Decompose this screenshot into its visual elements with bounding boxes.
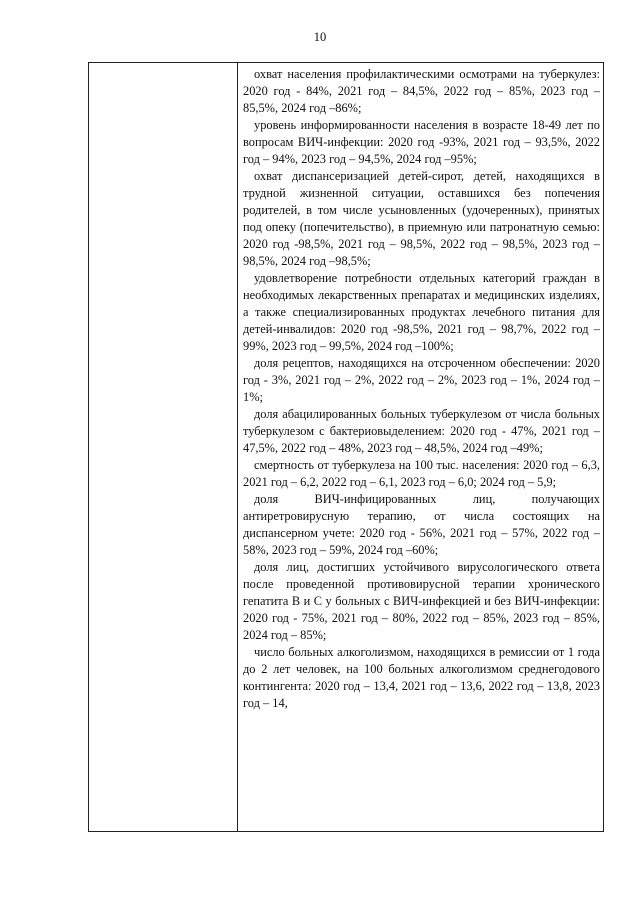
paragraph-deferred-prescriptions: доля рецептов, находящихся на отсроченном обеспечении: 2020 год - 3%, 2021 год – 2%, 2022 год – 2%, 2023 год – 1%, 2024 год –1%; xyxy=(243,356,600,404)
document-table xyxy=(88,62,604,832)
paragraph-alcoholism-remission: число больных алкоголизмом, находящихся в ремиссии от 1 года до 2 лет человек, на 100 больных алкоголизмом среднегодового контингента: 2020 год – 13,4, 2021 год – 13,6, 2022 год – 13,8, 2023 год – 14, xyxy=(243,645,600,710)
paragraph-tb-screening: охват населения профилактическими осмотрами на туберкулез: 2020 год - 84%, 2021 год – 84,5%, 2022 год – 85%, 2023 год – 85,5%, 2024 год –86%; xyxy=(243,67,600,115)
paragraph-hiv-awareness: уровень информированности населения в возрасте 18-49 лет по вопросам ВИЧ-инфекции: 2020 год -93%, 2021 год – 93,5%, 2022 год – 94%, 2023 год – 94,5%, 2024 год –95%; xyxy=(243,118,600,166)
paragraph-tb-abacillated: доля абацилированных больных туберкулезом от числа больных туберкулезом с бактериовыделением: 2020 год - 47%, 2021 год – 47,5%, 2022 год – 48%, 2023 год – 48,5%, 2024 год –49%; xyxy=(243,407,600,455)
paragraph-hepatitis-response: доля лиц, достигших устойчивого вирусологического ответа после проведенной противовирусной терапии хронического гепатита В и С у больных с ВИЧ-инфекцией и без ВИЧ-инфекции: 2020 год - 75%, 2021 год – 80%, 2022 год – 85%, 2023 год – 85%, 2024 год – 85%; xyxy=(243,560,600,642)
paragraph-hiv-therapy: доля ВИЧ-инфицированных лиц, получающих антиретровирусную терапию, от числа состоящих на диспансерном учете: 2020 год - 56%, 2021 год – 57%, 2022 год – 58%, 2023 год – 59%, 2024 год –60%; xyxy=(243,492,600,557)
paragraph-tb-mortality: смертность от туберкулеза на 100 тыс. населения: 2020 год – 6,3, 2021 год – 6,2, 2022 год – 6,1, 2023 год – 6,0; 2024 год – 5,9; xyxy=(243,458,600,489)
paragraph-orphan-screening: охват диспансеризацией детей-сирот, детей, находящихся в трудной жизненной ситуации, оставшихся без попечения родителей, в том числе усыновленных (удочеренных), принятых под опеку (попечительство), в приемную или патронатную семью: 2020 год -98,5%, 2021 год – 98,5%, 2022 год – 98,5%, 2023 год – 98,5%, 2024 год –98,5%; xyxy=(243,169,600,268)
table-right-column xyxy=(238,63,603,831)
paragraph-drug-supply: удовлетворение потребности отдельных категорий граждан в необходимых лекарственных препаратах и медицинских изделиях, а также специализированных продуктах лечебного питания для детей-инвалидов: 2020 год -98,5%, 2021 год – 98,7%, 2022 год – 99%, 2023 год – 99,5%, 2024 год –100%; xyxy=(243,271,600,353)
page-number: 10 xyxy=(313,30,327,44)
table-left-column xyxy=(89,63,238,831)
